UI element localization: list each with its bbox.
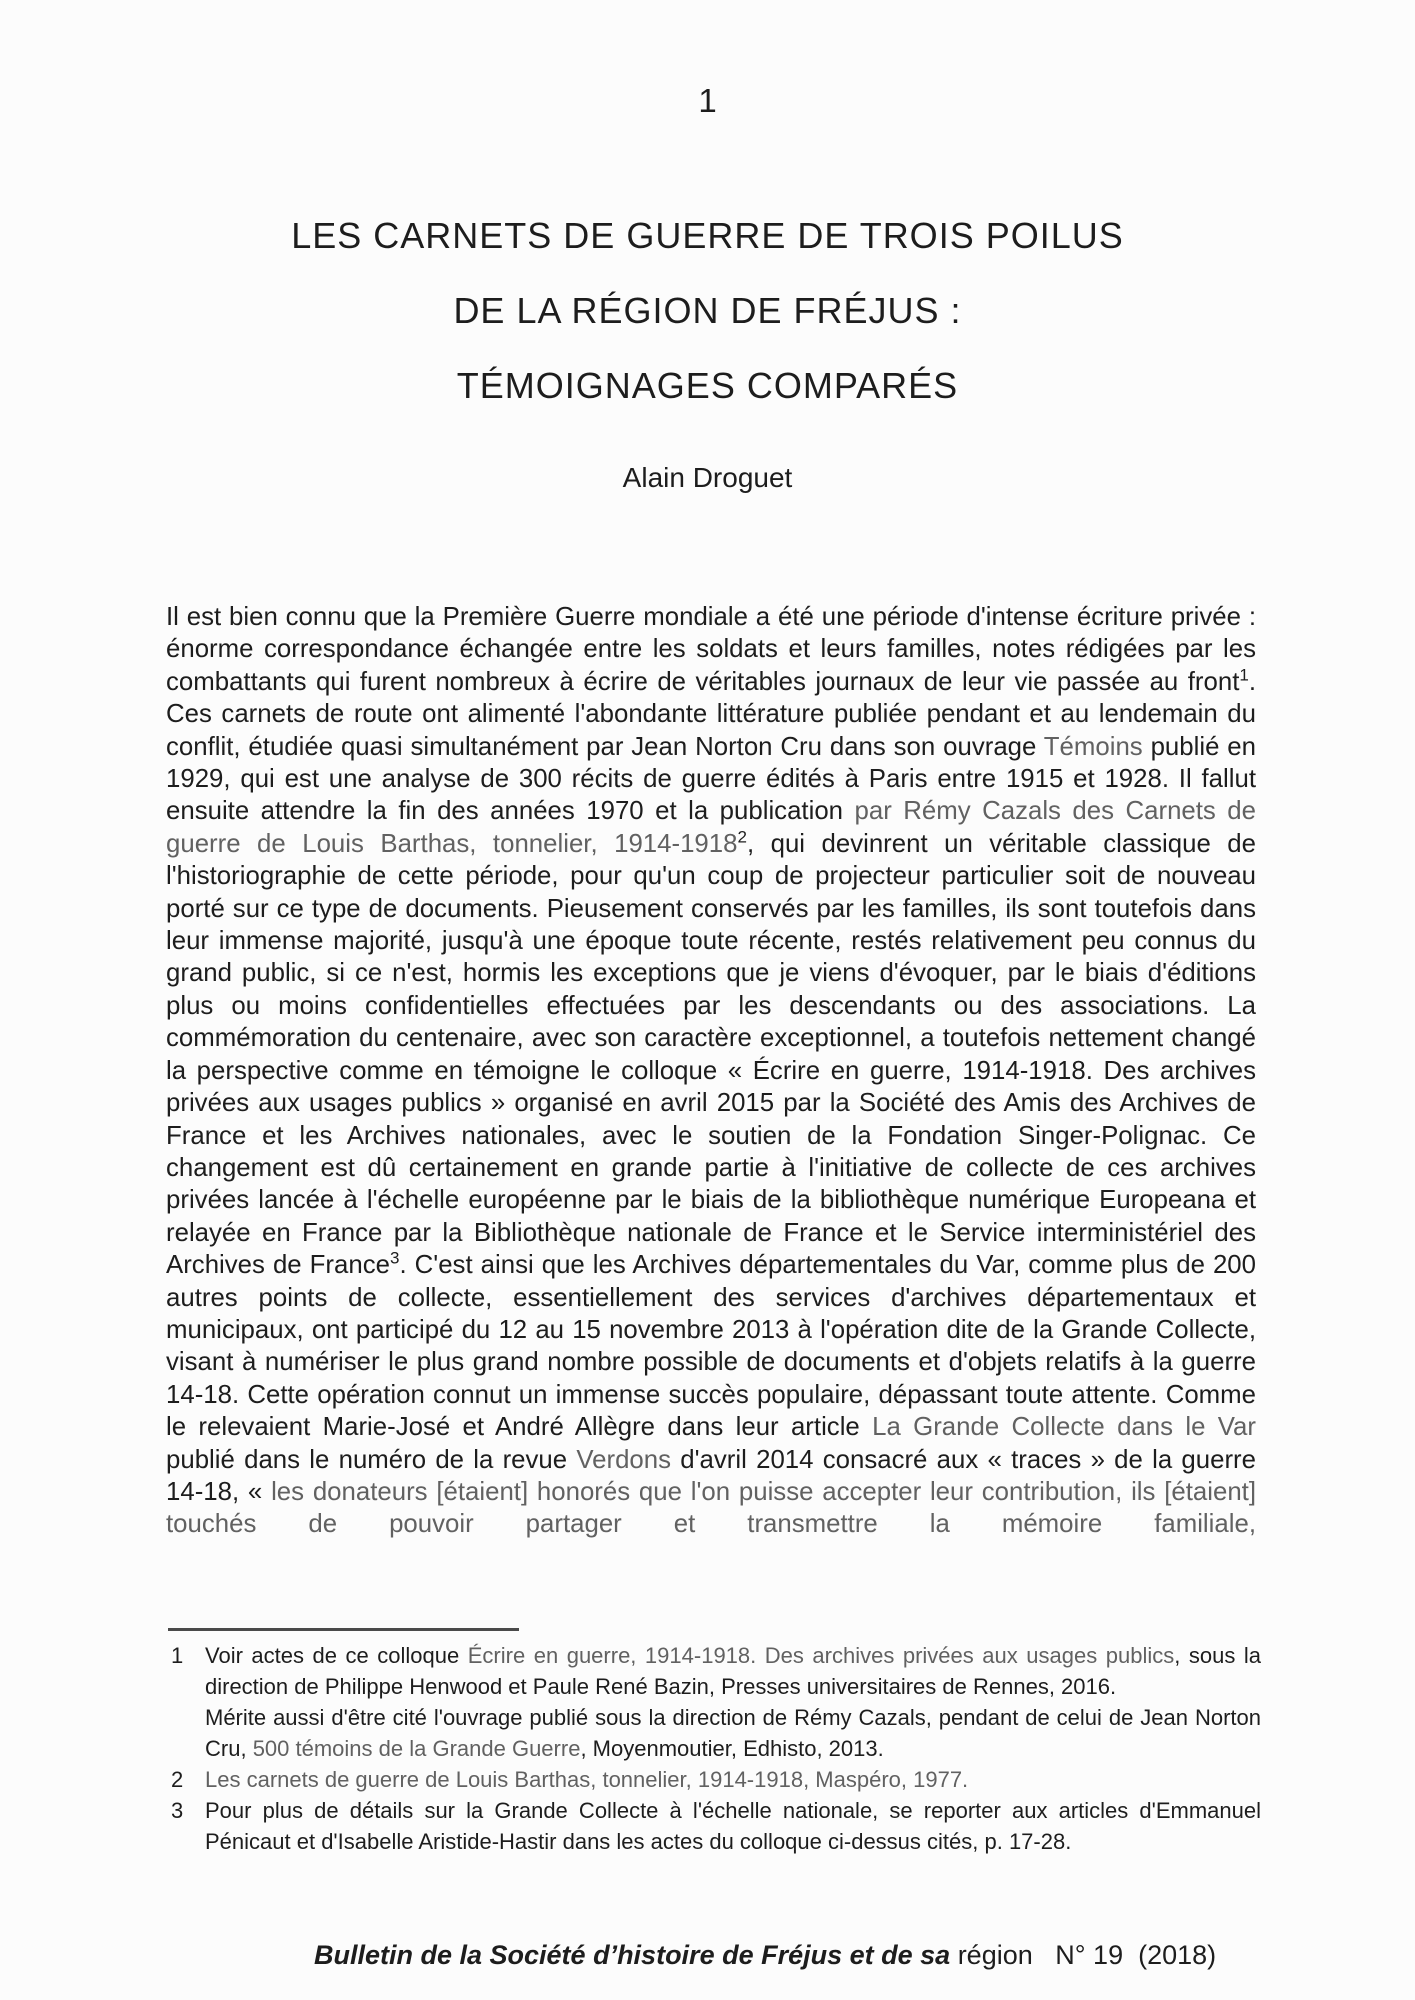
footnotes-section [171, 1640, 1261, 1857]
footnote-paragraph: Mérite aussi d'être cité l'ouvrage publié sous la direction de Rémy Cazals, pendant de celui de Jean Norton Cru, 500 témoins de la Grande Guerre, Moyenmoutier, Edhisto, 2013. [205, 1705, 1261, 1761]
footnote-paragraph: Les carnets de guerre de Louis Barthas, tonnelier, 1914-1918, Maspéro, 1977. [205, 1767, 969, 1792]
page-footer: Bulletin de la Société d’histoire de Fréjus et de sa région N° 19 (2018) [314, 1940, 1217, 1970]
footnote-paragraph: Voir actes de ce colloque Écrire en guerre, 1914-1918. Des archives privées aux usages publics, sous la direction de Philippe Henwood et Paule René Bazin, Presses universitaires de Rennes, 2016. [205, 1643, 1261, 1699]
footnote-2-number: 2 [171, 1767, 184, 1792]
footnote-1-number: 1 [171, 1643, 184, 1668]
title-line-2: DE LA RÉGION DE FRÉJUS : [453, 290, 962, 331]
footnote-paragraph: Pour plus de détails sur la Grande Collecte à l'échelle nationale, se reporter aux articles d'Emmanuel Pénicaut et d'Isabelle Aristide-Hastir dans les actes du colloque ci-dessus cités, p. 17-28. [205, 1798, 1261, 1854]
title-line-1: LES CARNETS DE GUERRE DE TROIS POILUS [291, 215, 1124, 256]
article-title [0, 198, 1415, 423]
author-name: Alain Droguet [622, 462, 793, 493]
footnote-3-number: 3 [171, 1798, 184, 1823]
body-paragraph: Il est bien connu que la Première Guerre mondiale a été une période d'intense écriture privée : énorme correspondance échangée entre les soldats et leurs familles, notes rédigées par les combattants qui furent nombreux à écrire de véritables journaux de leur vie passée au front$^1$. Ces carnets de route ont alimenté l'abondante littérature publiée pendant et au lendemain du conflit, étudiée quasi simultanément par Jean Norton Cru dans son ouvrage Témoins publié en 1929, qui est une analyse de 300 récits de guerre édités à Paris entre 1915 et 1928. Il fallut ensuite attendre la fin des années 1970 et la publication par Rémy Cazals des Carnets de guerre de Louis Barthas, tonnelier, 1914-1918$^2$, qui devinrent un véritable classique de l'historiographie de cette période, pour qu'un coup de projecteur particulier soit de nouveau porté sur ce type de documents. Pieusement conservés par les familles, ils sont toutefois dans leur immense majorité, jusqu'à une époque toute récente, restés relativement peu connus du grand public, si ce n'est, hormis les exceptions que je viens d'évoquer, par le biais d'éditions plus ou moins confidentielles effectuées par les descendants ou des associations. La commémoration du centenaire, avec son caractère exceptionnel, a toutefois nettement changé la perspective comme en témoigne le colloque « Écrire en guerre, 1914-1918. Des archives privées aux usages publics » organisé en avril 2015 par la Société des Amis des Archives de France et les Archives nationales, avec le soutien de la Fondation Singer-Polignac. Ce changement est dû certainement en grande partie à l'initiative de collecte de ces archives privées lancée à l'échelle européenne par le biais de la bibliothèque numérique Europeana et relayée en France par la Bibliothèque nationale de France et le Service interministériel des Archives de France$^3$. C'est ainsi que les Archives départementales du Var, comme plus de 200 autres points de collecte, essentiellement des services d'archives départementaux et municipaux, ont participé du 12 au 15 novembre 2013 à l'opération dite de la Grande Collecte, visant à numériser le plus grand nombre possible de documents et d'objets relatifs à la guerre 14-18. Cette opération connut un immense succès populaire, dépassant toute attente. Comme le relevaient Marie-José et André Allègre dans leur article La Grande Collecte dans le Var publié dans le numéro de la revue Verdons d'avril 2014 consacré aux « traces » de la guerre 14-18, « les donateurs [étaient] honorés que l'on puisse accepter leur contribution, ils [étaient] touchés de pouvoir partager et transmettre la mémoire familiale, [166, 603, 1257, 1539]
footnote-3-text [205, 1795, 1261, 1857]
footnote-separator [168, 1628, 519, 1631]
footnote-3 [171, 1795, 1261, 1857]
title-line-3: TÉMOIGNAGES COMPARÉS [456, 365, 959, 406]
footnote-2-text [205, 1764, 1261, 1795]
footnote-1 [171, 1640, 1261, 1764]
page-number: 1 [698, 82, 717, 119]
footnote-2 [171, 1764, 1261, 1795]
footnote-1-text [205, 1640, 1261, 1764]
